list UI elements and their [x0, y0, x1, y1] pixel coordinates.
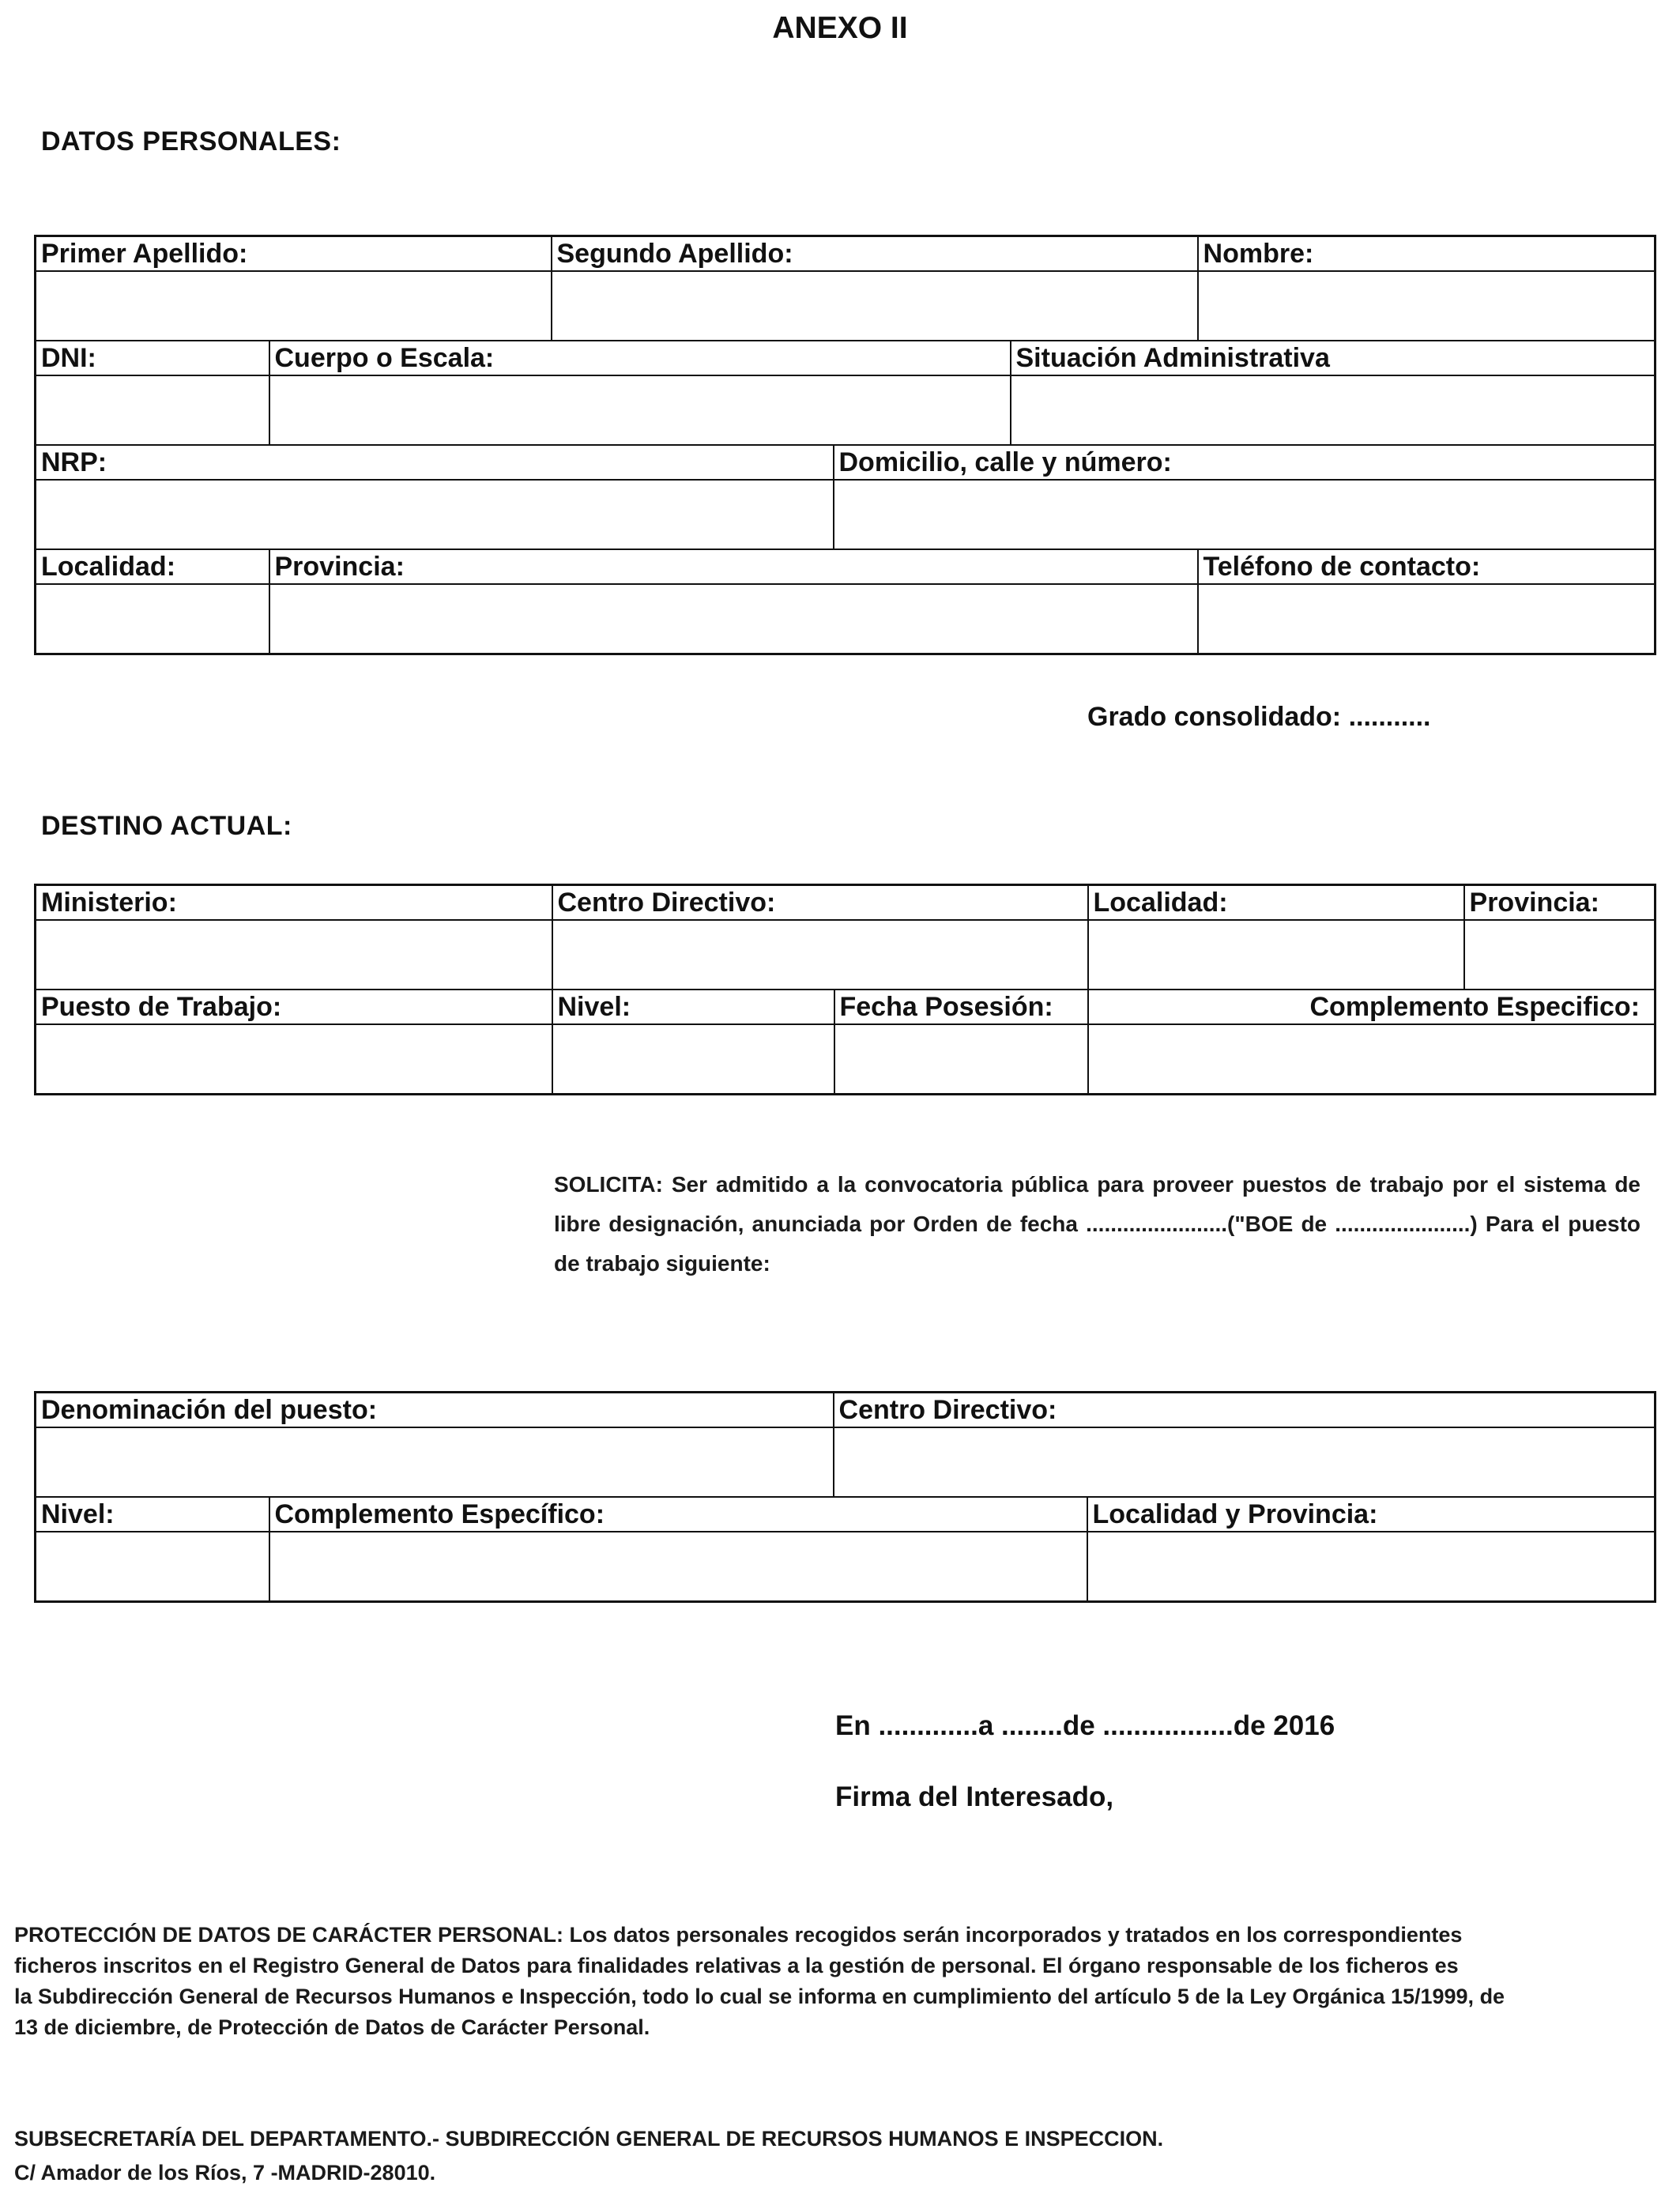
label-denominacion-puesto: Denominación del puesto: — [36, 1393, 834, 1428]
label-cuerpo-escala: Cuerpo o Escala: — [269, 341, 1011, 375]
grado-consolidado: Grado consolidado: ........... — [1087, 702, 1431, 732]
solicita-text: Ser admitido a la convocatoria pública para proveer puestos de trabajo por el sistema de libre designación, anunciada por Orden de fecha .......................("BOE de ......................) Para el puesto de trabajo siguiente: — [554, 1172, 1640, 1276]
label-nivel-actual: Nivel: — [552, 990, 834, 1024]
field-segundo-apellido[interactable] — [552, 271, 1198, 341]
proteccion-line-1: PROTECCIÓN DE DATOS DE CARÁCTER PERSONAL: Los datos personales recogidos serán incorporados y tratados en los correspondientes — [14, 1923, 1463, 1947]
fecha-line: En .............a ........de .................de 2016 — [835, 1710, 1335, 1741]
field-nrp[interactable] — [36, 480, 834, 549]
field-nivel-puesto[interactable] — [36, 1532, 269, 1602]
label-segundo-apellido: Segundo Apellido: — [552, 236, 1198, 272]
label-centro-directivo-puesto: Centro Directivo: — [834, 1393, 1656, 1428]
label-provincia: Provincia: — [269, 549, 1198, 584]
field-complemento-especifico-actual[interactable] — [1088, 1024, 1656, 1095]
field-centro-directivo-actual[interactable] — [552, 920, 1088, 990]
field-telefono[interactable] — [1198, 584, 1656, 654]
puesto-solicitado-table — [34, 1391, 1656, 1603]
label-complemento-especifico-actual: Complemento Especifico: — [1088, 990, 1656, 1024]
field-centro-directivo-puesto[interactable] — [834, 1427, 1656, 1497]
datos-personales-table — [34, 235, 1656, 655]
label-fecha-posesion: Fecha Posesión: — [834, 990, 1088, 1024]
label-localidad-provincia: Localidad y Provincia: — [1087, 1497, 1656, 1532]
firma-label: Firma del Interesado, — [835, 1781, 1114, 1812]
destino-actual-heading: DESTINO ACTUAL: — [41, 811, 292, 841]
label-nombre: Nombre: — [1198, 236, 1656, 272]
label-ministerio: Ministerio: — [36, 885, 552, 921]
proteccion-datos-notice — [14, 1920, 1666, 2043]
field-provincia-actual[interactable] — [1464, 920, 1656, 990]
label-localidad: Localidad: — [36, 549, 269, 584]
field-localidad-actual[interactable] — [1088, 920, 1464, 990]
label-complemento-especifico-puesto: Complemento Específico: — [269, 1497, 1087, 1532]
field-puesto-trabajo[interactable] — [36, 1024, 552, 1095]
field-ministerio[interactable] — [36, 920, 552, 990]
field-domicilio[interactable] — [834, 480, 1656, 549]
label-nrp: NRP: — [36, 445, 834, 480]
label-nivel-puesto: Nivel: — [36, 1497, 269, 1532]
label-telefono: Teléfono de contacto: — [1198, 549, 1656, 584]
field-nombre[interactable] — [1198, 271, 1656, 341]
solicita-paragraph — [554, 1165, 1640, 1284]
proteccion-line-2: ficheros inscritos en el Registro General de Datos para finalidades relativas a la gestión de personal. El órgano responsable de los ficheros es — [14, 1954, 1459, 1977]
footer-address: C/ Amador de los Ríos, 7 -MADRID-28010. — [14, 2161, 436, 2185]
destino-actual-table — [34, 884, 1656, 1095]
field-primer-apellido[interactable] — [36, 271, 552, 341]
field-denominacion-puesto[interactable] — [36, 1427, 834, 1497]
field-provincia[interactable] — [269, 584, 1198, 654]
proteccion-line-4: 13 de diciembre, de Protección de Datos de Carácter Personal. — [14, 2015, 650, 2039]
label-situacion-administrativa: Situación Administrativa — [1011, 341, 1656, 375]
field-localidad[interactable] — [36, 584, 269, 654]
field-localidad-provincia[interactable] — [1087, 1532, 1656, 1602]
label-localidad-actual: Localidad: — [1088, 885, 1464, 921]
field-cuerpo-escala[interactable] — [269, 375, 1011, 445]
label-provincia-actual: Provincia: — [1464, 885, 1656, 921]
footer-department: SUBSECRETARÍA DEL DEPARTAMENTO.- SUBDIRECCIÓN GENERAL DE RECURSOS HUMANOS E INSPECCION. — [14, 2127, 1164, 2151]
field-complemento-especifico-puesto[interactable] — [269, 1532, 1087, 1602]
label-centro-directivo-actual: Centro Directivo: — [552, 885, 1088, 921]
field-dni[interactable] — [36, 375, 269, 445]
document-title: ANEXO II — [772, 11, 908, 45]
label-primer-apellido: Primer Apellido: — [36, 236, 552, 272]
field-situacion-administrativa[interactable] — [1011, 375, 1656, 445]
proteccion-line-3: la Subdirección General de Recursos Humanos e Inspección, todo lo cual se informa en cumplimiento del artículo 5 de la Ley Orgánica 15/1999, de — [14, 1985, 1505, 2008]
label-puesto-trabajo: Puesto de Trabajo: — [36, 990, 552, 1024]
field-nivel-actual[interactable] — [552, 1024, 834, 1095]
field-fecha-posesion[interactable] — [834, 1024, 1088, 1095]
label-domicilio: Domicilio, calle y número: — [834, 445, 1656, 480]
datos-personales-heading: DATOS PERSONALES: — [41, 126, 341, 156]
label-dni: DNI: — [36, 341, 269, 375]
solicita-lead: SOLICITA: — [554, 1172, 663, 1197]
